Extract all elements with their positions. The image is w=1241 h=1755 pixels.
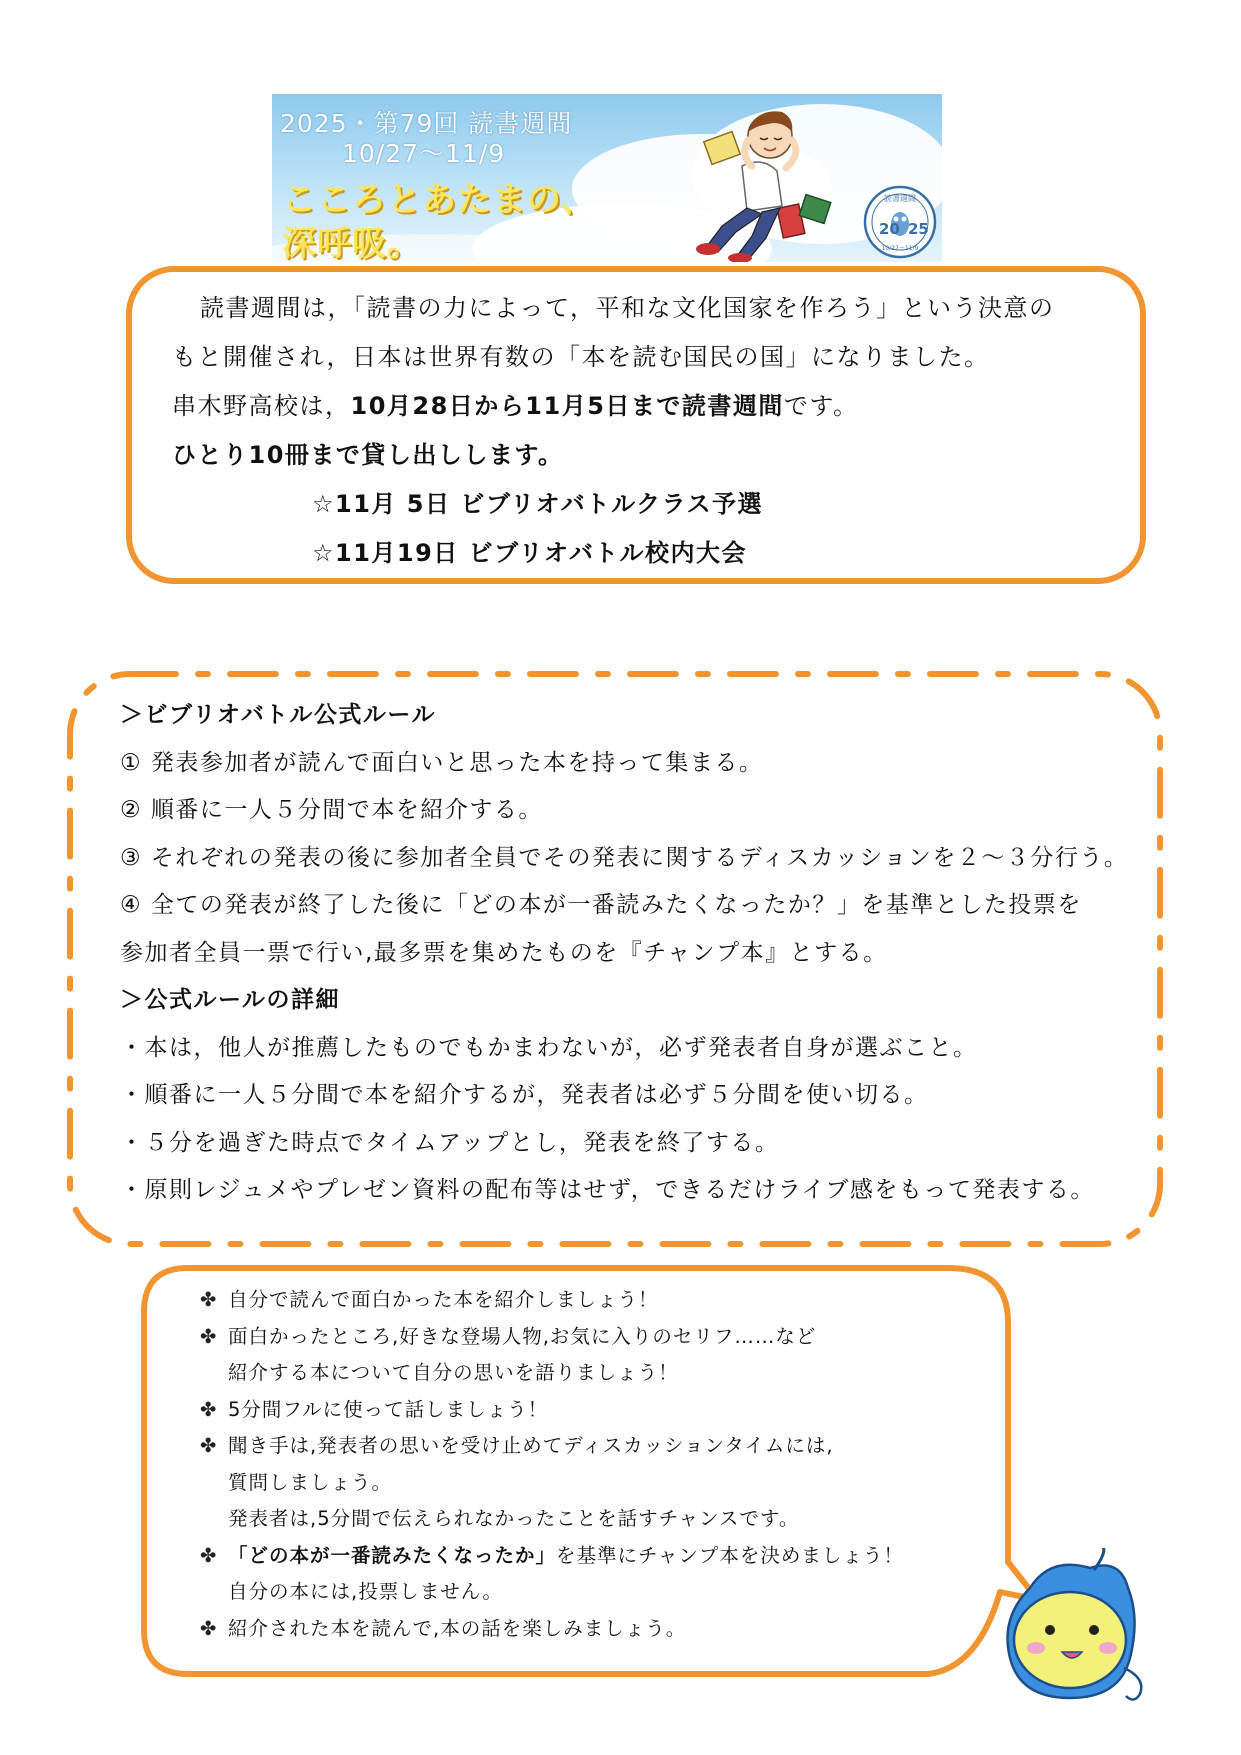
tip-item: ✤ 面白かったところ,好きな登場人物,お気に入りのセリフ……など — [200, 1319, 1020, 1356]
reading-week-banner — [272, 94, 942, 262]
mascot-character-icon — [990, 1548, 1150, 1708]
intro-box — [126, 266, 1146, 584]
tip-continuation: 発表者は,5分間で伝えられなかったことを話すチャンスです。 — [228, 1507, 800, 1530]
intro-line-1: 読書週間は，「読書の力によって，平和な文化国家を作ろう」という決意の — [200, 294, 1055, 322]
emblem-year-right: 25 — [908, 220, 929, 238]
tip-continuation: 紹介する本について自分の思いを語りましょう！ — [228, 1361, 679, 1384]
rule-item: ① 発表参加者が読んで面白いと思った本を持って集まる。 — [120, 749, 764, 776]
tip-continuation: 質問しましょう。 — [228, 1470, 393, 1494]
clover-bullet-icon: ✤ — [200, 1616, 218, 1640]
tip-item: ✤ 「どの本が一番読みたくなったか」を基準にチャンプ本を決めましょう！ — [200, 1538, 1020, 1575]
intro-line-3 — [172, 382, 1112, 431]
intro-line-3-prefix: 串木野高校は， — [172, 392, 351, 420]
banner-slogan-2: 深呼吸。 — [282, 224, 422, 262]
banner-dates: 10/27～11/9 — [342, 139, 506, 168]
reading-boy-illustration — [652, 96, 852, 262]
reading-week-emblem-icon — [862, 184, 938, 260]
tips-list — [200, 1282, 1020, 1647]
emblem-dates: 10/27～11/9 — [881, 245, 919, 252]
rule-detail: ・順番に一人５分間で本を紹介するが，発表者は必ず５分間を使い切る。 — [120, 1082, 929, 1108]
emblem-year-left: 20 — [879, 220, 900, 238]
banner-slogan-1: こころとあたまの、 — [282, 180, 596, 220]
emblem-label: 読書週間 — [884, 194, 916, 203]
tip-item: ✤ 自分で読んで面白かった本を紹介しましょう！ — [200, 1282, 1020, 1319]
intro-line-3-dates: 10月28日から11月5日まで読書週間 — [350, 392, 784, 420]
clover-bullet-icon: ✤ — [200, 1324, 218, 1348]
banner-title: 2025・第79回 読書週間 — [280, 109, 573, 138]
rule-item: ④ 全ての発表が終了した後に「どの本が一番読みたくなったか？」を基準とした投票を — [120, 892, 1082, 918]
rule-item: ③ それぞれの発表の後に参加者全員でその発表に関するディスカッションを２～３分行う。 — [120, 844, 1129, 871]
tip-item: ✤ 聞き手は,発表者の思いを受け止めてディスカッションタイムには, — [200, 1428, 1020, 1465]
rule-item: 参加者全員一票で行い,最多票を集めたものを『チャンプ本』とする。 — [120, 939, 888, 966]
rule-detail: ・原則レジュメやプレゼン資料の配布等はせず，できるだけライブ感をもって発表する。 — [120, 1177, 1095, 1203]
intro-line-4: ひとり10冊まで貸し出しします。 — [172, 441, 564, 469]
intro-line-2: もと開催され，日本は世界有数の「本を読む国民の国」になりました。 — [172, 343, 990, 371]
rule-detail: ・本は，他人が推薦したものでもかまわないが，必ず発表者自身が選ぶこと。 — [120, 1034, 978, 1061]
event-class-preliminary: ☆11月 5日 ビブリオバトルクラス予選 — [312, 490, 763, 518]
intro-line-3-suffix: です。 — [783, 392, 859, 420]
rule-item: ② 順番に一人５分間で本を紹介する。 — [120, 797, 543, 823]
event-school-tournament: ☆11月19日 ビブリオバトル校内大会 — [312, 539, 748, 567]
tip-continuation: 自分の本には,投票しません。 — [228, 1580, 503, 1603]
tip-item: ✤ 5分間フルに使って話しましょう！ — [200, 1392, 1020, 1429]
tip-emphasis: 「どの本が一番読みたくなったか」 — [228, 1543, 557, 1567]
clover-bullet-icon: ✤ — [200, 1288, 218, 1311]
rule-detail: ・５分を過ぎた時点でタイムアップとし，発表を終了する。 — [120, 1129, 780, 1156]
rules-heading: ＞ビブリオバトル公式ルール — [120, 702, 436, 728]
tip-item: ✤ 紹介された本を読んで,本の話を楽しみましょう。 — [200, 1611, 1020, 1648]
clover-bullet-icon: ✤ — [200, 1543, 218, 1567]
rules-section — [120, 692, 1160, 1215]
clover-bullet-icon: ✤ — [200, 1434, 218, 1457]
clover-bullet-icon: ✤ — [200, 1397, 218, 1421]
rules-detail-heading: ＞公式ルールの詳細 — [120, 987, 341, 1013]
